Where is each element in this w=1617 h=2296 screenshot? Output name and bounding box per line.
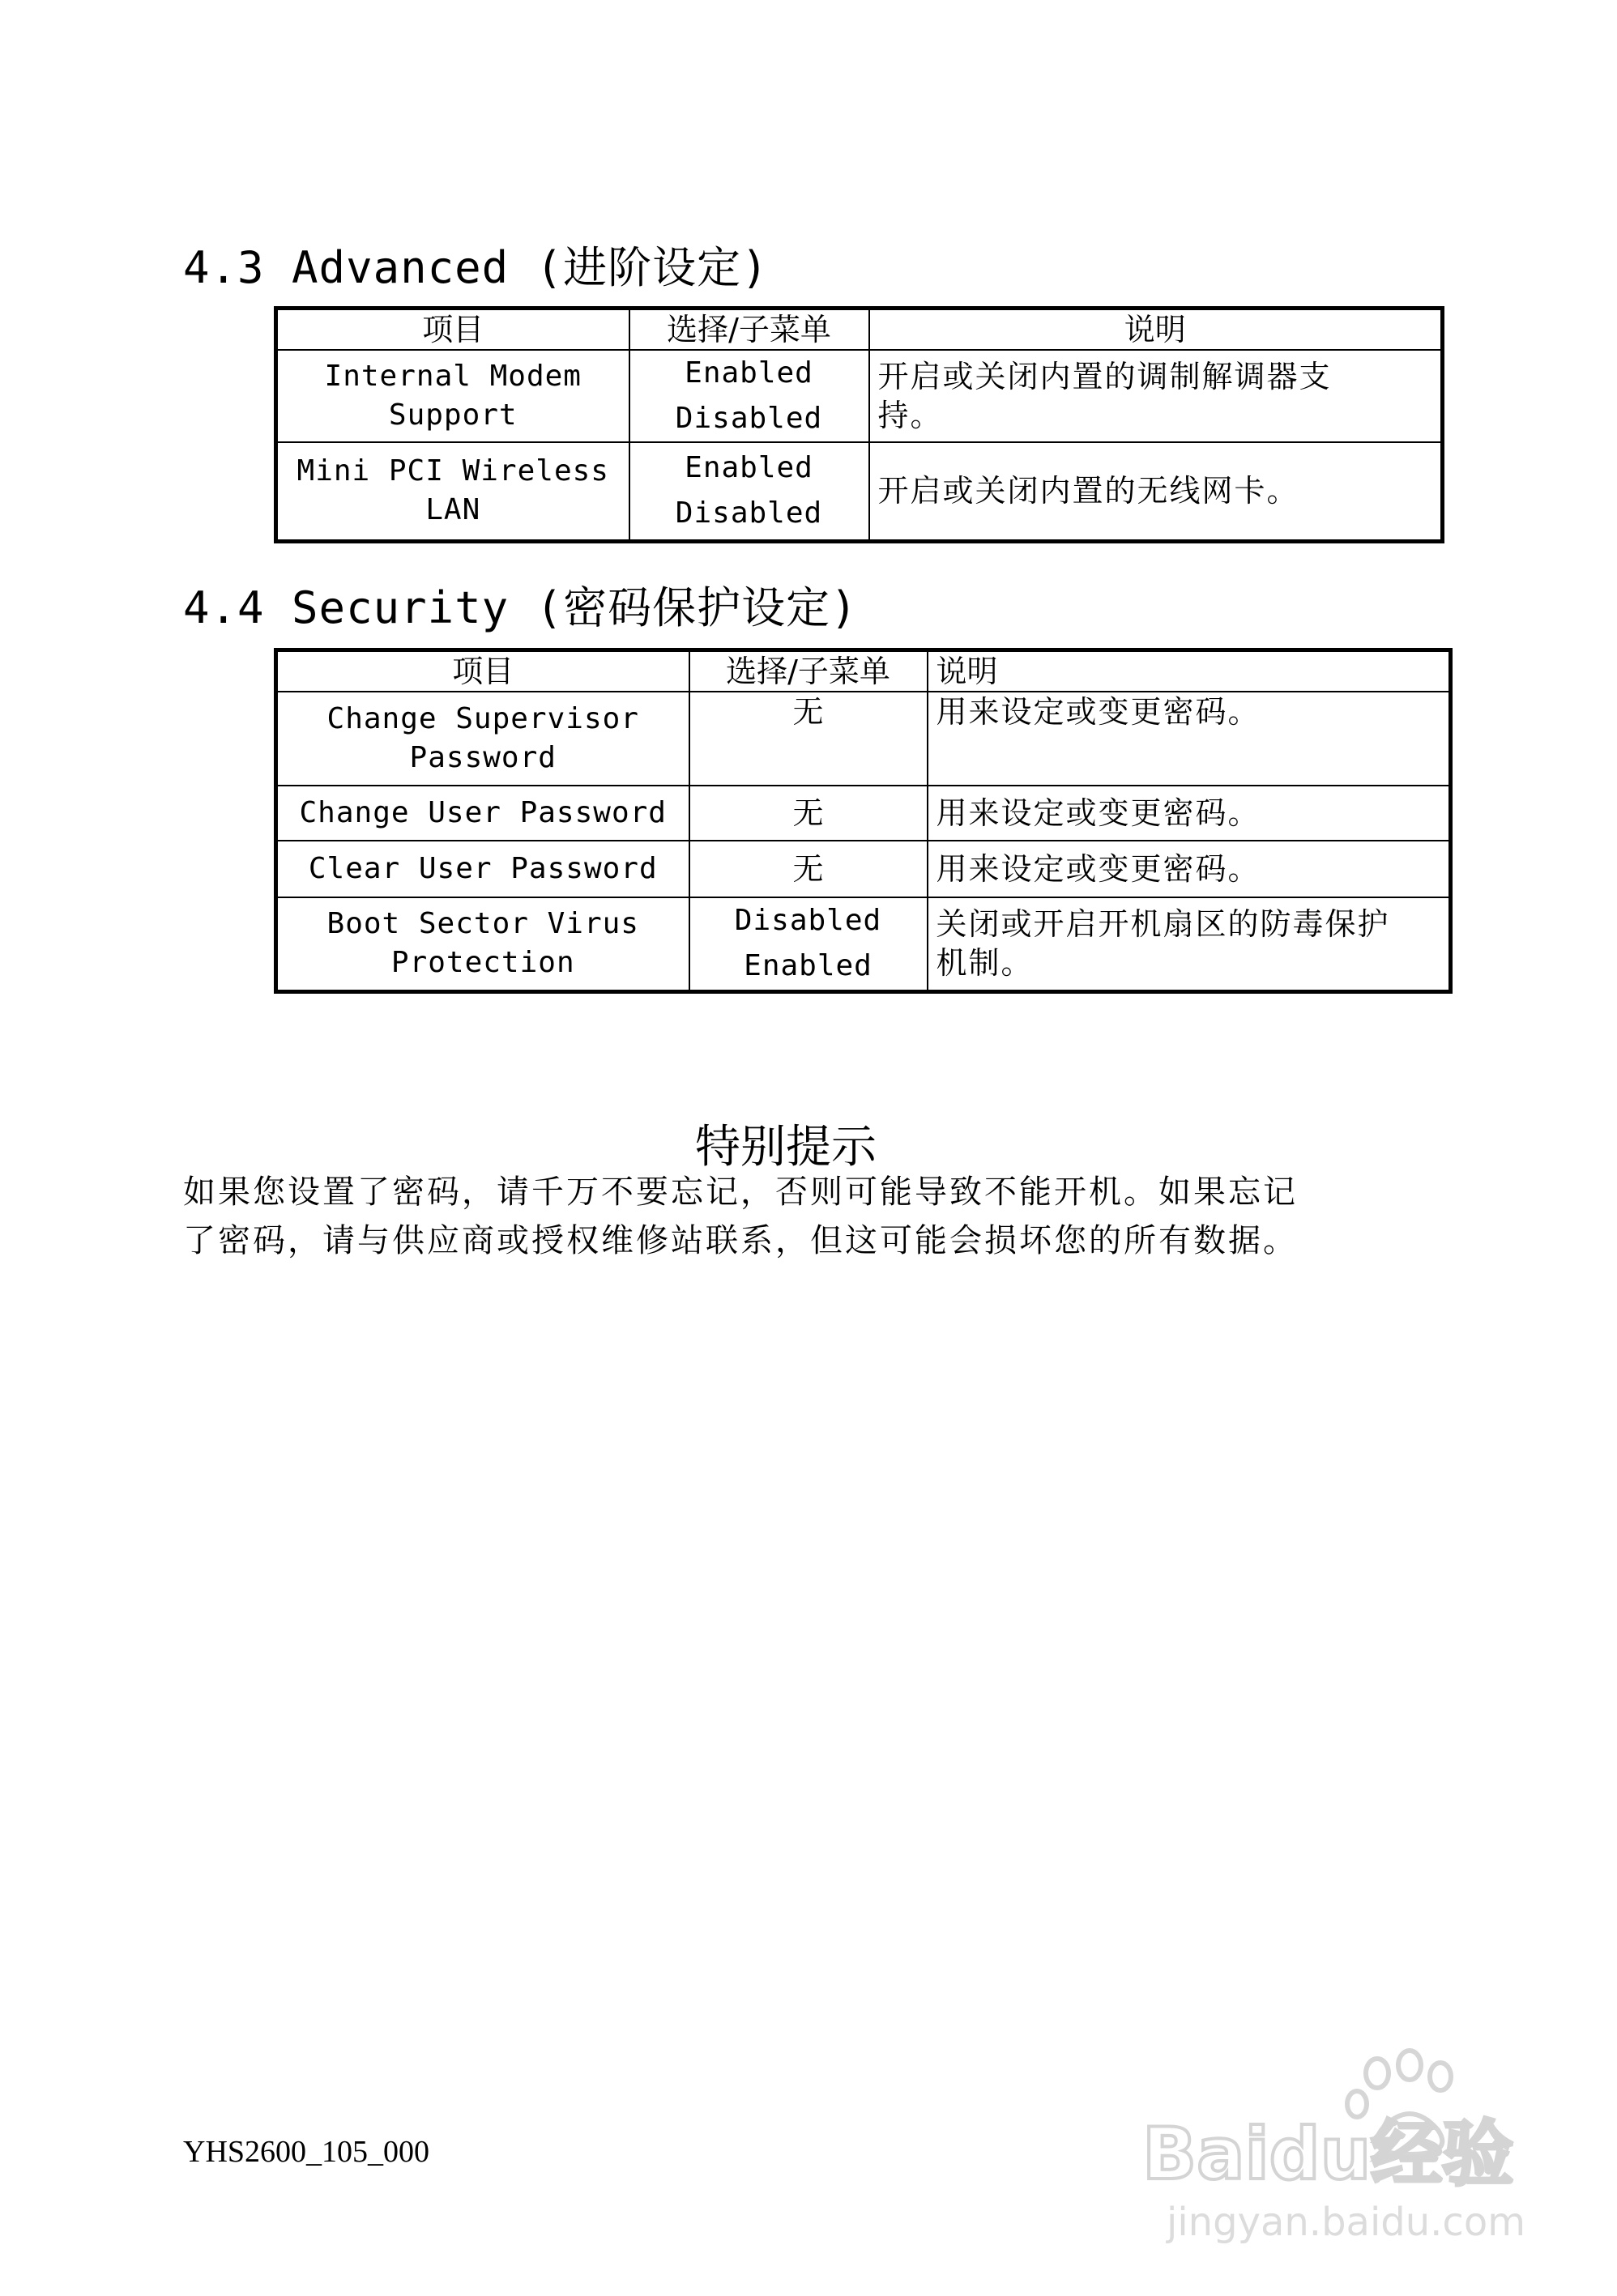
table-row (276, 841, 1451, 897)
watermark-brand-text: Baidu经验 (1142, 2112, 1514, 2196)
option-cell: Enabled Disabled (629, 442, 869, 541)
item-cell: Clear User Password (276, 841, 689, 897)
table-header-row (276, 650, 1451, 692)
table-row (276, 786, 1451, 841)
option-cell: Enabled Disabled (629, 350, 869, 442)
item-cell: Change Supervisor Password (276, 692, 689, 786)
table-row (276, 692, 1451, 786)
item-cell: Change User Password (276, 786, 689, 841)
description-cell: 关闭或开启开机扇区的防毒保护 机制。 (928, 897, 1451, 991)
baidu-jingyan-watermark-logo (1134, 2041, 1539, 2251)
security-settings-table (274, 648, 1453, 994)
column-header-option: 选择/子菜单 (629, 309, 869, 351)
description-cell: 开启或关闭内置的无线网卡。 (869, 442, 1443, 541)
option-cell: Disabled Enabled (689, 897, 928, 991)
section-heading-advanced: 4.3 Advanced (进阶设定) (183, 242, 769, 293)
column-header-item: 项目 (276, 309, 629, 351)
item-cell: Mini PCI Wireless LAN (276, 442, 629, 541)
advanced-settings-table (274, 306, 1444, 543)
notice-text-line: 如果您设置了密码，请千万不要忘记，否则可能导致不能开机。如果忘记 (183, 1174, 1298, 1211)
table-row (276, 350, 1443, 442)
option-cell: 无 (689, 692, 928, 786)
watermark-url-text: jingyan.baidu.com (1167, 2200, 1525, 2245)
description-cell: 用来设定或变更密码。 (928, 786, 1451, 841)
item-cell: Internal Modem Support (276, 350, 629, 442)
notice-title: 特别提示 (695, 1121, 877, 1174)
item-cell: Boot Sector Virus Protection (276, 897, 689, 991)
description-cell: 用来设定或变更密码。 (928, 692, 1451, 786)
column-header-item: 项目 (276, 650, 689, 692)
section-heading-security: 4.4 Security (密码保护设定) (183, 582, 858, 633)
document-code: YHS2600_105_000 (183, 2135, 430, 2169)
table-row (276, 442, 1443, 541)
column-header-description: 说明 (928, 650, 1451, 692)
table-row (276, 897, 1451, 991)
notice-text-line: 了密码，请与供应商或授权维修站联系，但这可能会损坏您的所有数据。 (183, 1222, 1298, 1259)
description-cell: 用来设定或变更密码。 (928, 841, 1451, 897)
table-header-row (276, 309, 1443, 351)
column-header-option: 选择/子菜单 (689, 650, 928, 692)
column-header-description: 说明 (869, 309, 1443, 351)
option-cell: 无 (689, 841, 928, 897)
option-cell: 无 (689, 786, 928, 841)
description-cell: 开启或关闭内置的调制解调器支 持。 (869, 350, 1443, 442)
